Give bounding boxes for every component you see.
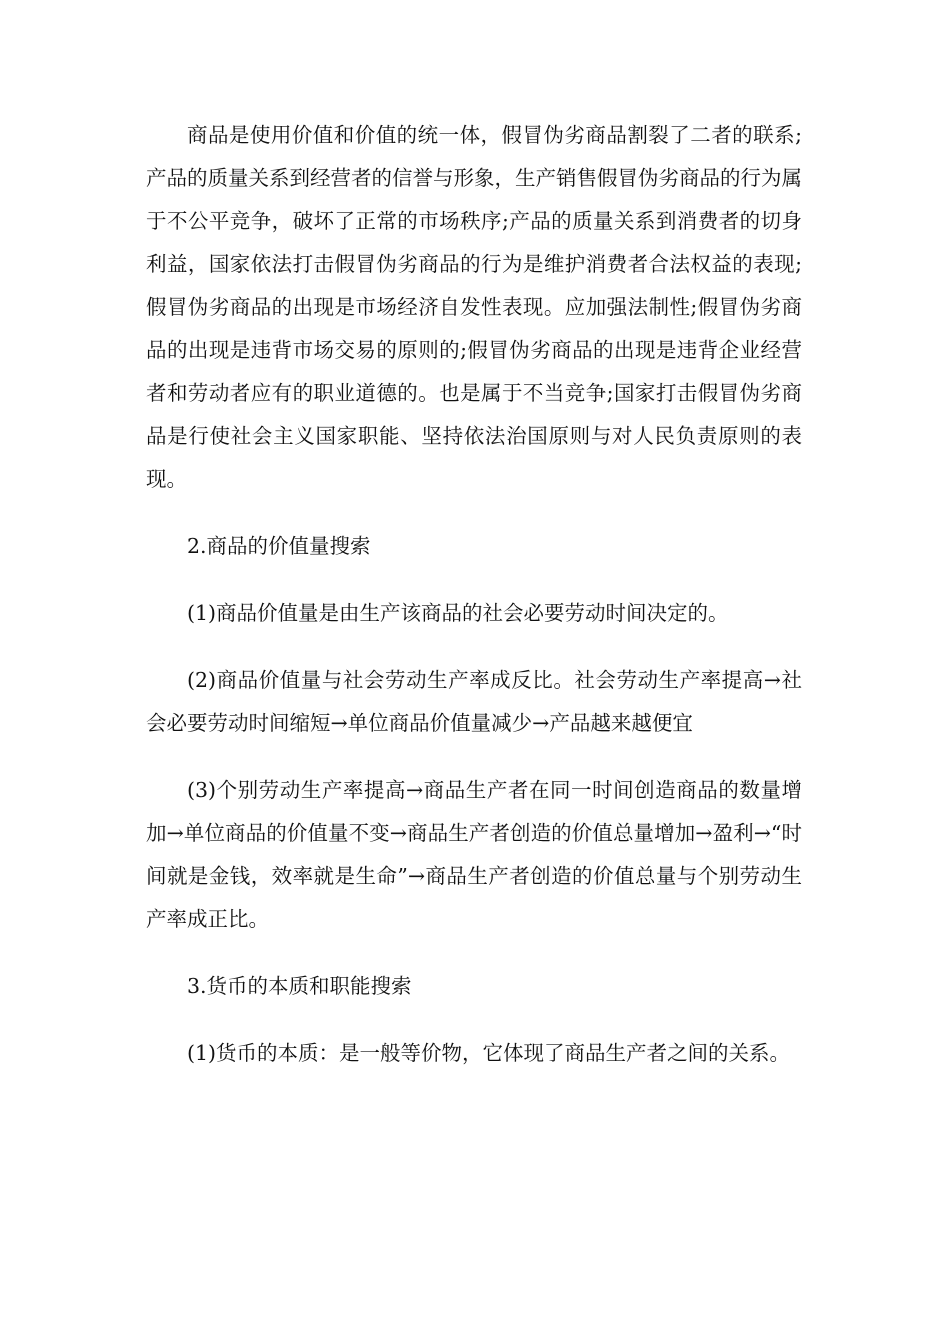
paragraph-money-nature: (1)货币的本质：是一般等价物，它体现了商品生产者之间的关系。 [187, 1041, 791, 1065]
paragraph-value-quantity-1: (1)商品价值量是由生产该商品的社会必要劳动时间决定的。 [187, 601, 729, 625]
section-heading-value-quantity: 2.商品的价值量搜索 [187, 534, 371, 558]
document-page [146, 114, 802, 1099]
paragraph-counterfeit-goods: 商品是使用价值和价值的统一体，假冒伪劣商品割裂了二者的联系;产品的质量关系到经营者的信誉与形象，生产销售假冒伪劣商品的行为属于不公平竞争，破坏了正常的市场秩序;产品的质量关系到消费者的切身利益，国家依法打击假冒伪劣商品的行为是维护消费者合法权益的表现;假冒伪劣商品的出现是市场经济自发性表现。应加强法制性;假冒伪劣商品的出现是违背市场交易的原则的;假冒伪劣商品的出现是违背企业经营者和劳动者应有的职业道德的。也是属于不当竞争;国家打击假冒伪劣商品是行使社会主义国家职能、坚持依法治国原则与对人民负责原则的表现。 [146, 123, 802, 491]
paragraph-value-quantity-2: (2)商品价值量与社会劳动生产率成反比。社会劳动生产率提高→社会必要劳动时间缩短→单位商品价值量减少→产品越来越便宜 [146, 668, 802, 735]
paragraph-value-quantity-3: (3)个别劳动生产率提高→商品生产者在同一时间创造商品的数量增加→单位商品的价值量不变→商品生产者创造的价值总量增加→盈利→“时间就是金钱，效率就是生命”→商品生产者创造的价值总量与个别劳动生产率成正比。 [146, 778, 802, 931]
section-heading-money: 3.货币的本质和职能搜索 [187, 974, 412, 998]
